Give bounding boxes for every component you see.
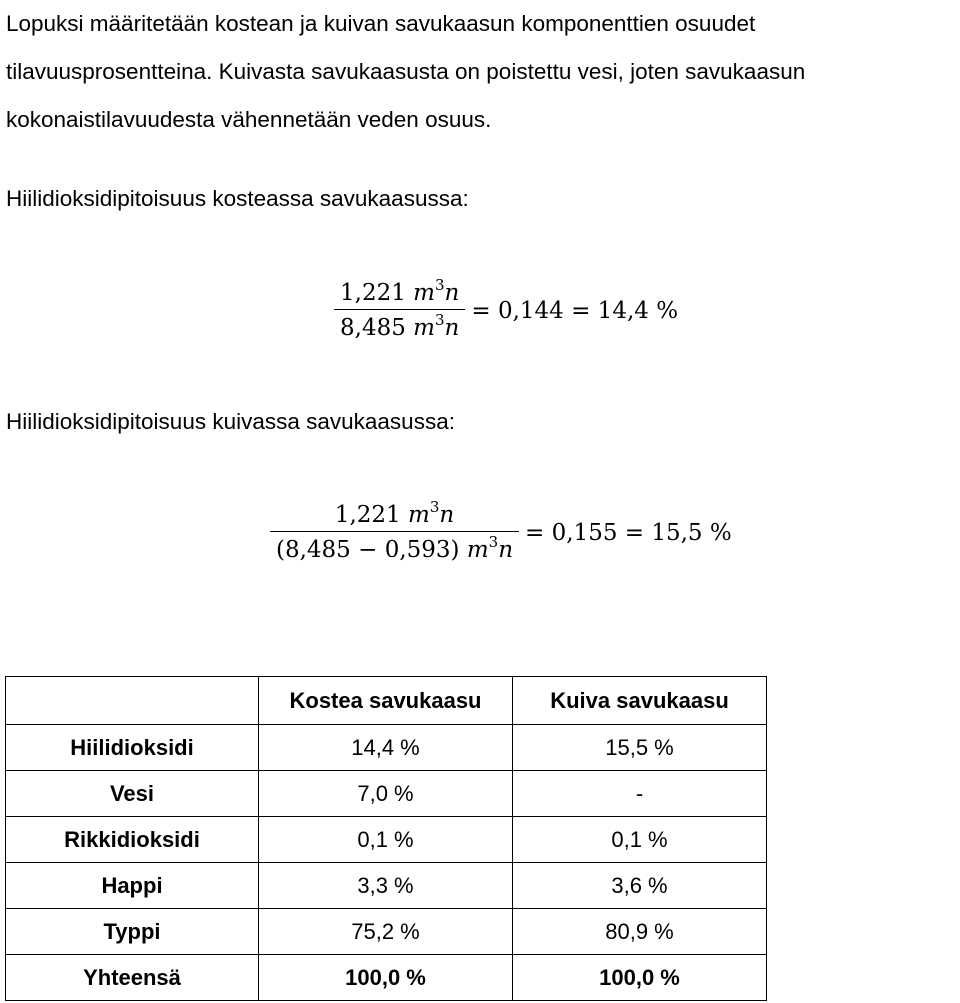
composition-table	[5, 676, 767, 1001]
row-dry-value: 3,6 %	[513, 863, 767, 909]
row-dry-value: 0,1 %	[513, 817, 767, 863]
row-moist-value: 0,1 %	[259, 817, 513, 863]
moist-fraction	[334, 276, 465, 341]
dry-fraction	[270, 498, 519, 563]
table-row	[6, 817, 767, 863]
row-label: Yhteensä	[6, 955, 259, 1001]
table-row	[6, 725, 767, 771]
row-moist-value: 75,2 %	[259, 909, 513, 955]
dry-numerator: 1,221 $m^3n$	[334, 498, 455, 528]
moist-result: = 0,144 = 14,4 %	[471, 297, 679, 324]
moist-denominator: 8,485 $m^3n$	[334, 309, 465, 341]
table-row	[6, 863, 767, 909]
moist-equation	[334, 276, 679, 341]
row-moist-value: 14,4 %	[259, 725, 513, 771]
dry-denominator: (8,485 − 0,593) $m^3n$	[270, 531, 519, 563]
table-row	[6, 771, 767, 817]
row-label: Vesi	[6, 771, 259, 817]
row-dry-value: -	[513, 771, 767, 817]
row-dry-value: 80,9 %	[513, 909, 767, 955]
moist-numerator: 1,221 $m^3n$	[340, 276, 460, 306]
row-label: Hiilidioksidi	[6, 725, 259, 771]
intro-paragraph	[6, 0, 956, 144]
header-dry: Kuiva savukaasu	[513, 677, 767, 725]
row-moist-value: 7,0 %	[259, 771, 513, 817]
table-total-row	[6, 955, 767, 1001]
moist-heading: Hiilidioksidipitoisuus kosteassa savukaasussa:	[6, 186, 469, 211]
dry-result: = 0,155 = 15,5 %	[525, 519, 732, 546]
row-label: Typpi	[6, 909, 259, 955]
dry-equation	[270, 498, 732, 563]
dry-heading: Hiilidioksidipitoisuus kuivassa savukaasussa:	[6, 409, 455, 434]
header-moist: Kostea savukaasu	[259, 677, 513, 725]
row-dry-value: 15,5 %	[513, 725, 767, 771]
row-moist-value: 100,0 %	[259, 955, 513, 1001]
intro-line-2: tilavuusprosentteina. Kuivasta savukaasusta on poistettu vesi, joten savukaasun	[6, 59, 806, 84]
row-label: Happi	[6, 863, 259, 909]
row-dry-value: 100,0 %	[513, 955, 767, 1001]
intro-line-3: kokonaistilavuudesta vähennetään veden osuus.	[6, 107, 492, 132]
header-empty-cell	[6, 677, 259, 725]
table-header-row	[6, 677, 767, 725]
table-row	[6, 909, 767, 955]
row-label: Rikkidioksidi	[6, 817, 259, 863]
intro-line-1: Lopuksi määritetään kostean ja kuivan savukaasun komponenttien osuudet	[6, 11, 756, 36]
row-moist-value: 3,3 %	[259, 863, 513, 909]
